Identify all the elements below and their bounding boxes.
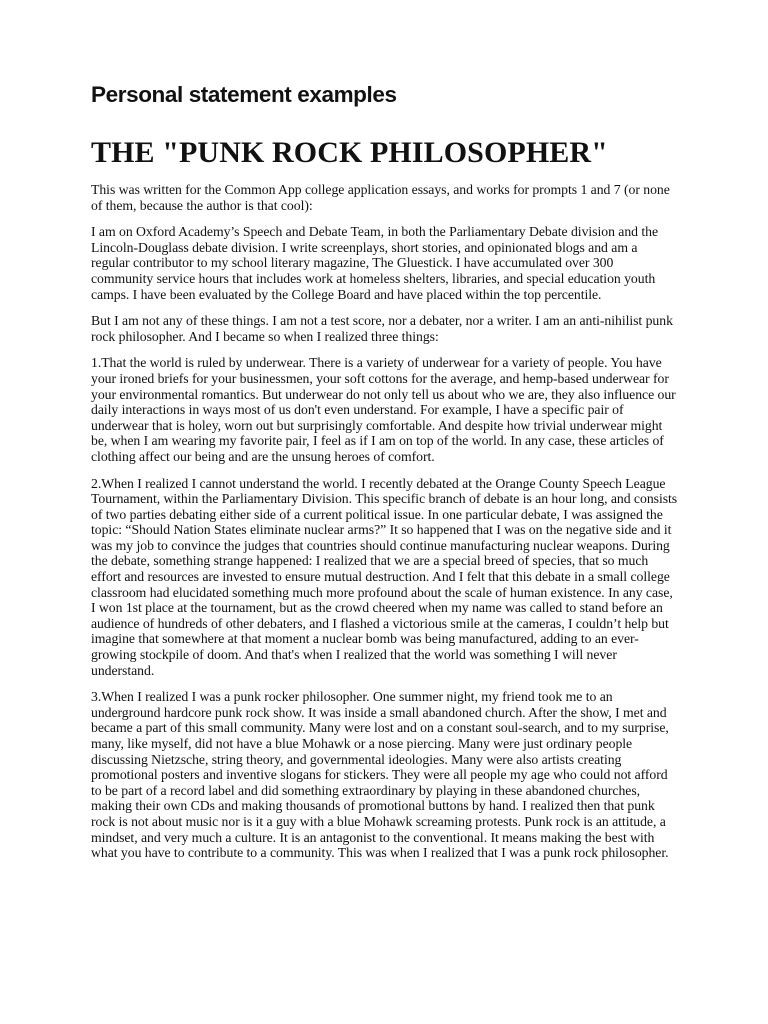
document-title: THE "PUNK ROCK PHILOSOPHER": [91, 136, 608, 169]
intro-paragraph: This was written for the Common App college application essays, and works for prompts 1 and 7 (or none of them, because the author is that cool):: [91, 182, 670, 213]
realization-3-paragraph: 3.When I realized I was a punk rocker philosopher. One summer night, my friend took me to an underground hardcore punk rock show. It was inside a small abandoned church. After the show, I met and became a part of this small community. Many were lost and on a constant soul-search, and to my surprise, many, like myself, did not have a blue Mohawk or a nose piercing. Many were just ordinary people discussing Nietzsche, string theory, and governmental ideologies. Many were also artists creating promotional posters and inventive slogans for stickers. They were all people my age who could not afford to be part of a record label and did something extraordinary by playing in these abandoned churches, making their own CDs and making thousands of promotional buttons by hand. I realized then that punk rock is not about music nor is it a guy with a blue Mohawk screaming protests. Punk rock is an attitude, a mindset, and very much a culture. It is an antagonist to the conventional. It means making the best with what you have to contribute to a community. This was when I realized that I was a punk rock philosopher.: [91, 689, 669, 861]
realization-1-paragraph: 1.That the world is ruled by underwear. There is a variety of underwear for a variety of people. You have your ironed briefs for your businessmen, your soft cottons for the average, and hemp-based underwear for your environmental romantics. But underwear do not only tell us about who we are, they also influence our daily interactions in ways most of us don't even understand. For example, I have a specific pair of underwear that is holey, worn out but surprisingly comfortable. And despite how trivial underwear might be, when I am wearing my favorite pair, I feel as if I am on top of the world. In any case, these articles of clothing affect our being and are the unsung heroes of comfort.: [91, 355, 676, 464]
realization-2-paragraph: 2.When I realized I cannot understand the world. I recently debated at the Orange County Speech League Tournament, within the Parliamentary Division. This specific branch of debate is an hour long, and consists of two parties debating either side of a current political issue. In one particular debate, I was assigned the topic: “Should Nation States eliminate nuclear arms?” It so happened that I was on the negative side and it was my job to convince the judges that countries should continue manufacturing nuclear weapons. During the debate, something strange happened: I realized that we are a special breed of species, that so much effort and resources are invested to ensure mutual destruction. And I felt that this debate in a small college classroom had elucidated something much more profound about the scale of human existence. In any case, I won 1st place at the tournament, but as the crowd cheered when my name was called to stand before an audience of hundreds of other debaters, and I flashed a victorious smile at the cameras, I couldn’t help but imagine that somewhere at that moment a nuclear bomb was being manufactured, adding to an ever-growing stockpile of doom. And that's when I realized that the world was something I will never understand.: [91, 475, 678, 678]
document-page: [91, 80, 678, 872]
page-header-title: Personal statement examples: [91, 82, 397, 107]
identity-paragraph: But I am not any of these things. I am not a test score, nor a debater, nor a writer. I am an anti-nihilist punk rock philosopher. And I became so when I realized three things:: [91, 313, 673, 344]
achievements-paragraph: I am on Oxford Academy’s Speech and Debate Team, in both the Parliamentary Debate division and the Lincoln-Douglass debate division. I write screenplays, short stories, and opinionated blogs and am a regular contributor to my school literary magazine, The Gluestick. I have accumulated over 300 community service hours that includes work at homeless shelters, libraries, and special education youth camps. I have been evaluated by the College Board and have placed within the top percentile.: [91, 224, 659, 302]
